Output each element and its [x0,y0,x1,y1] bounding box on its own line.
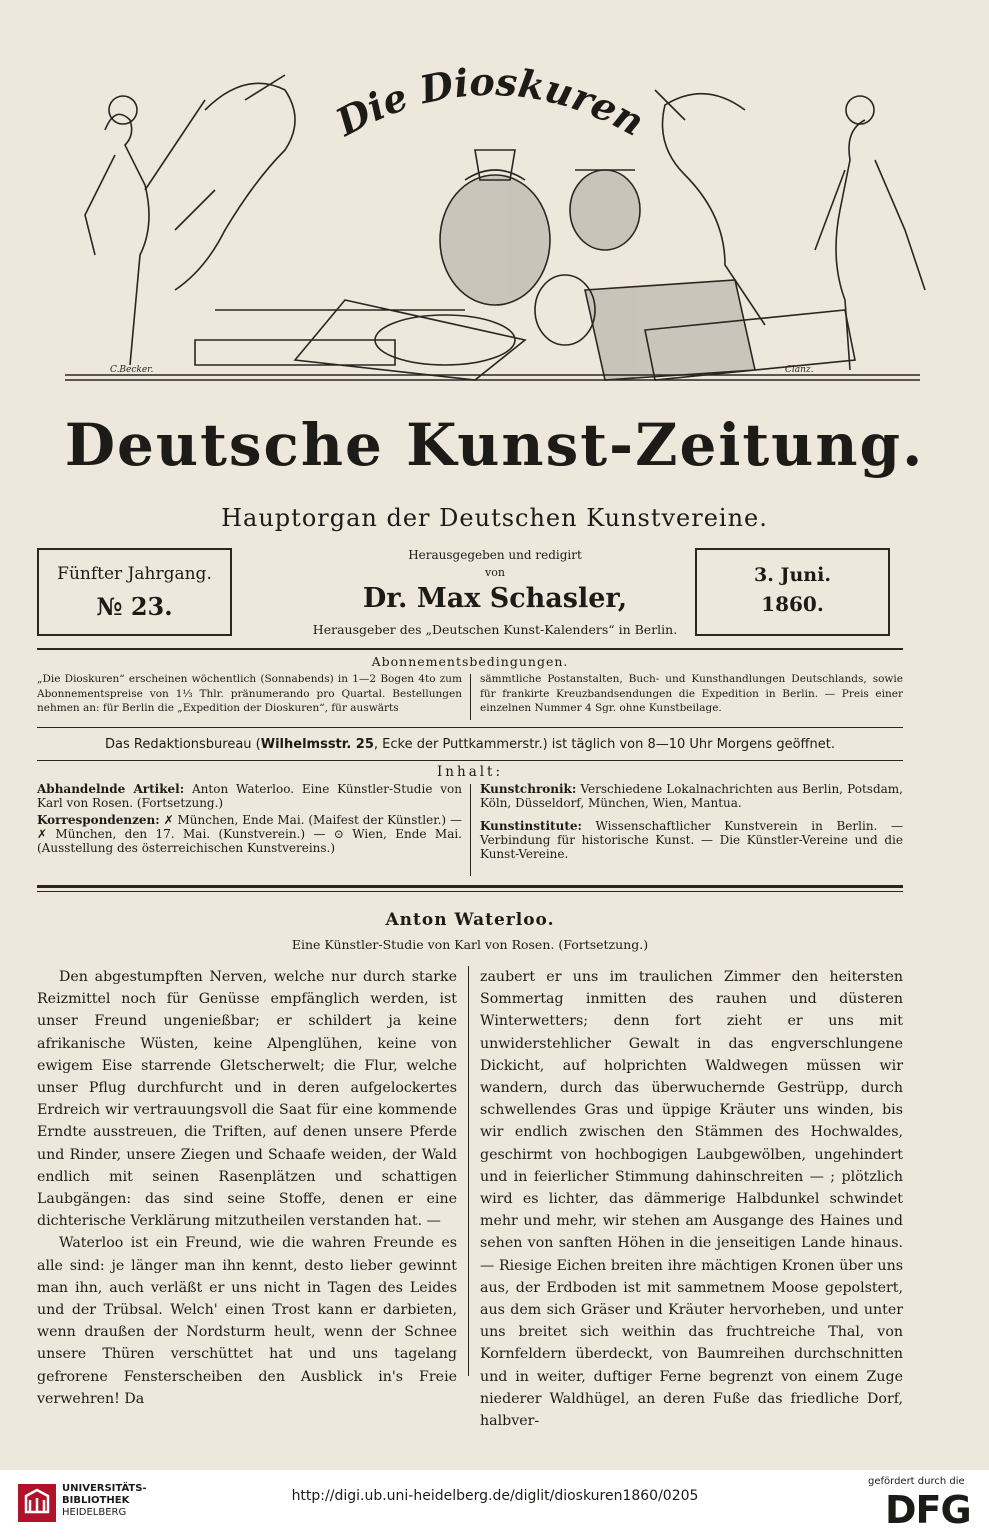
toc-entry[interactable] [480,819,903,862]
toc-text: Anton Waterloo. Eine Künstler-Studie von Karl von Rosen. (Fortsetzung.) [37,782,462,811]
editor-name: Dr. Max Schasler, [362,583,628,614]
editor-role: Herausgeber des „Deutschen Kunst-Kalenders“ in Berlin. [312,622,678,637]
page-subtitle: Hauptorgan der Deutschen Kunstvereine. [221,504,768,532]
toc-entry[interactable] [37,813,462,856]
subscription-heading: Abonnementsbedingungen. [371,654,569,669]
article-title: Anton Waterloo. [385,910,555,930]
editor-intro: Herausgegeben und redigirt [408,548,582,562]
masthead-signature-left: C.Becker. [110,365,154,375]
library-name[interactable] [62,1483,147,1519]
date-frame [695,548,890,636]
svg-text:Die Dioskuren [328,60,652,145]
toc-text: ✗ München, Ende Mai. (Maifest der Künstler.) — ✗ München, den 17. Mai. (Kunstverein.) — ⊙ Wien, Ende Mai. (Ausstellung des österreichischen Kunstvereins.) [37,812,462,856]
toc-label: Korrespondenzen: [37,812,160,827]
issue-frame [37,548,232,636]
contents-heading: Inhalt: [436,764,504,780]
library-logo-icon [18,1484,56,1522]
toc-entry[interactable] [480,782,903,811]
office-notice-after: , Ecke der Puttkammerstr.) ist täglich von 8—10 Uhr Morgens geöffnet. [373,737,835,752]
office-address: Wilhelmsstr. 25 [260,737,374,752]
divider [37,727,903,728]
toc-label: Kunstinstitute: [480,818,582,833]
library-line3: HEIDELBERG [62,1507,127,1518]
library-line2: BIBLIOTHEK [62,1495,130,1506]
dfg-logo[interactable]: DFG [885,1488,971,1532]
subscription-right: sämmtliche Postanstalten, Buch- und Kunsthandlungen Deutschlands, sowie für frankirte Kreuzbandsendungen die Expedition in Berlin. — Preis einer einzelnen Nummer 4 Sgr. ohne Kunstbeilage. [480,673,903,714]
contents-right [480,782,903,861]
toc-label: Kunstchronik: [480,782,577,796]
library-line1: UNIVERSITÄTS- [62,1483,147,1494]
column-divider [470,784,471,876]
toc-label: Abhandelnde Artikel: [37,782,185,796]
article-paragraph: zaubert er uns im traulichen Zimmer den heitersten Sommertag inmitten des rauhen und düsteren Winterwetters; denn fort zieht er uns mit unwiderstehlicher Gewalt in das engverschlungene Dickicht, auf holprichten Waldwegen müssen wir wandern, durch das überwuchernde Gestrüpp, durch schwellendes Gras und üppige Kräuter uns winden, bis wir endlich zwischen den Stämmen des Hochwaldes, geschirmt von hochbogigen Laubgewölben, ungehindert und in feierlicher Stimmung dahinschreiten — ; plötzlich wird es lichter, das dämmerige Halbdunkel schwindet mehr und mehr, wir stehen am Ausgange des Haines und sehen von sanften Höhen in die jenseitigen Lande hinaus. — Riesige Eichen breiten ihre mächtigen Kronen über uns aus, der Erdboden ist mit sammetnem Moose gepolstert, aus dem sich Gräser und Kräuter hervorheben, und unter uns breitet sich weithin das fruchtreiche Thal, von Kornfeldern überdeckt, von Baumreihen durchschnitten und in weiter, duftiger Ferne begrenzt von einem Zuge niederer Waldhügel, an deren Fuße das friedliche Dorf, halbver- [480,969,903,1430]
volume-label: Fünfter Jahrgang. [57,564,212,584]
masthead-script-text: Die Dioskuren [328,60,652,145]
article-byline: Eine Künstler-Studie von Karl von Rosen. (Fortsetzung.) [291,937,649,952]
editor-intro-von: von [485,566,505,579]
article-column-left [37,966,457,1410]
column-divider [468,966,469,1376]
divider [37,760,903,761]
source-url-link[interactable]: http://digi.ub.uni-heidelberg.de/diglit/dioskuren1860/0205 [291,1488,699,1504]
divider [37,891,903,892]
office-notice-before: Das Redaktionsbureau ( [105,737,261,752]
masthead-signature-right: Clanz. [785,365,814,375]
article-paragraph: Waterloo ist ein Freund, wie die wahren Freunde es alle sind: je länger man ihn kennt, desto lieber gewinnt man ihn, auch verläßt er uns nicht in Tagen des Leides und der Trübsal. Welch' einen Trost kann er darbieten, wenn draußen der Nordsturm heult, wenn der Schnee unsere Thüren verschüttet hat und uns tagelang gefrorene Fensterscheiben den Ausblick in's Freie verwehren! Da [37,1235,457,1407]
column-divider [470,674,471,720]
divider [37,648,903,650]
contents-left [37,782,462,855]
toc-entry[interactable] [37,782,462,811]
page-title: Deutsche Kunst-Zeitung. [64,411,925,479]
article-column-right [480,966,903,1432]
toc-text: Verschiedene Lokalnachrichten aus Berlin, Potsdam, Köln, Düsseldorf, München, Wien, Mantua. [480,782,903,811]
issue-number: № 23. [96,592,173,621]
toc-text: Wissenschaftlicher Kunstverein in Berlin. — Verbindung für historische Kunst. — Die Künstler-Vereine und die Kunst-Vereine. [480,818,903,862]
footer-bar [0,1470,989,1539]
funded-by-label: gefördert durch die [868,1476,965,1487]
issue-year: 1860. [761,592,824,616]
office-notice [37,737,903,752]
subscription-left: „Die Dioskuren“ erscheinen wöchentlich (Sonnabends) in 1—2 Bogen 4to zum Abonnementspreise von 1⅓ Thlr. pränumerando pro Quartal. Bestellungen nehmen an: für Berlin die „Expedition der Dioskuren“, für auswärts [37,673,462,714]
issue-date: 3. Juni. [754,564,831,586]
masthead-script-title [300,60,680,170]
divider [37,885,903,888]
article-paragraph: Den abgestumpften Nerven, welche nur durch starke Reizmittel noch für Genüsse empfänglich werden, ist unser Freund ungenießbar; er schildert ja keine afrikanische Wüsten, keine Alpenglühen, keine von ewigem Eise starrende Gletscherwelt; die Flur, welche unser Pflug durchfurcht und in deren aufgelockertes Erdreich wir vertrauungsvoll die Saat für eine kommende Erndte ausstreuen, die Triften, auf denen unsere Pferde und Rinder, unsere Ziegen und Schaafe weiden, der Wald endlich mit seinen Rasenplätzen und schattigen Laubgängen: das sind seine Stoffe, denen er eine dichterische Verklärung mitzutheilen verstanden hat. — [37,969,457,1230]
